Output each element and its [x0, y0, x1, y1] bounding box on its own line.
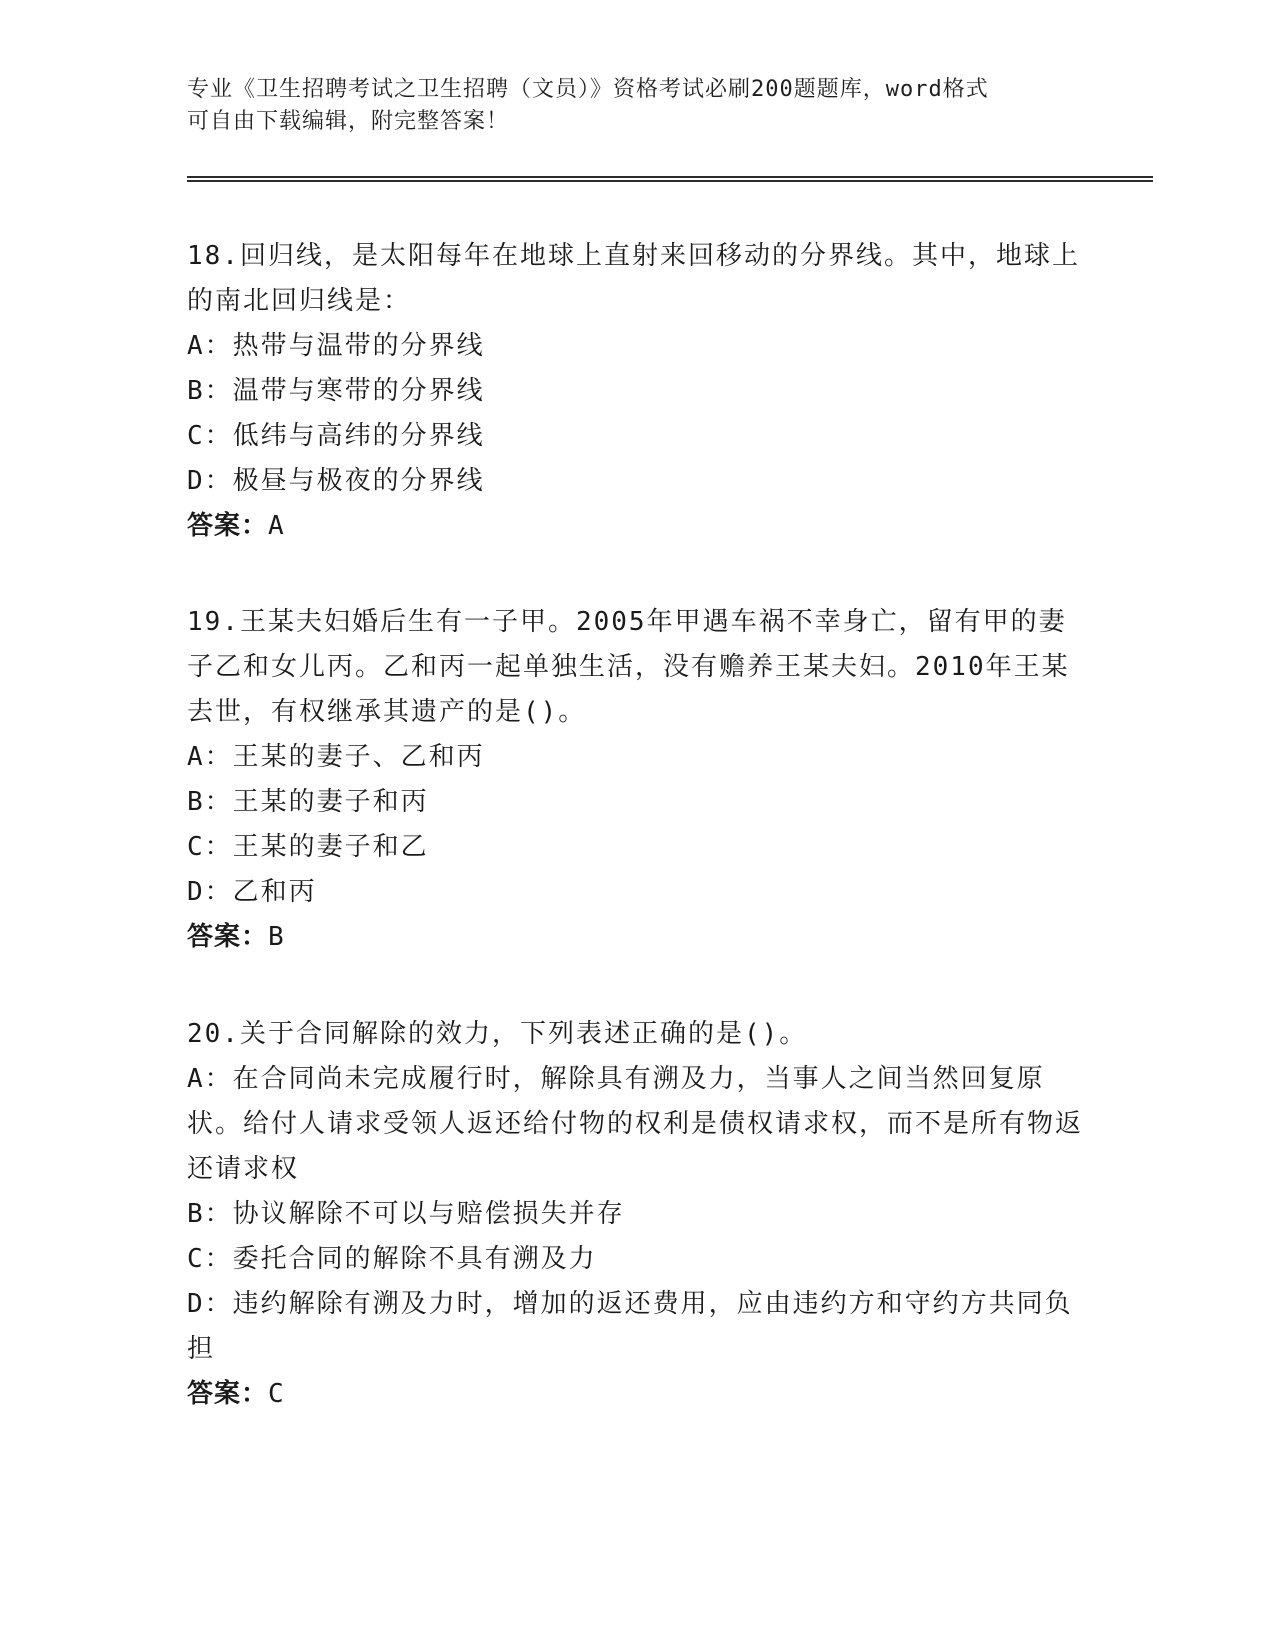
header-line-2: 可自由下载编辑，附完整答案！ [187, 109, 510, 134]
answer-label: 答案： [187, 922, 269, 952]
answer-value: A [268, 511, 285, 541]
question-18 [187, 234, 1087, 549]
option-a: A：王某的妻子、乙和丙 [187, 742, 485, 772]
option-b: B：温带与寒带的分界线 [187, 376, 485, 406]
answer-label: 答案： [187, 1379, 269, 1409]
answer-value: B [268, 922, 285, 952]
answer-line [187, 504, 1087, 549]
answer-line [187, 915, 1087, 960]
header-line-1: 专业《卫生招聘考试之卫生招聘（文员）》资格考试必刷200题题库，word格式 [187, 77, 989, 102]
question-19 [187, 600, 1087, 960]
document-header [187, 74, 1067, 138]
question-stem: 18.回归线，是太阳每年在地球上直射来回移动的分界线。其中，地球上的南北回归线是： [187, 241, 1080, 316]
option-d: D：违约解除有溯及力时，增加的返还费用，应由违约方和守约方共同负担 [187, 1289, 1073, 1364]
answer-label: 答案： [187, 511, 269, 541]
option-a: A：在合同尚未完成履行时，解除具有溯及力，当事人之间当然回复原状。给付人请求受领人返还给付物的权利是债权请求权，而不是所有物返还请求权 [187, 1064, 1084, 1184]
question-stem: 20.关于合同解除的效力，下列表述正确的是()。 [187, 1019, 808, 1049]
question-20 [187, 1012, 1087, 1417]
option-c: C：低纬与高纬的分界线 [187, 421, 485, 451]
answer-line [187, 1372, 1087, 1417]
header-double-rule [187, 176, 1153, 182]
option-d: D：极昼与极夜的分界线 [187, 466, 485, 496]
answer-value: C [268, 1379, 285, 1409]
option-c: C：委托合同的解除不具有溯及力 [187, 1244, 597, 1274]
option-b: B：协议解除不可以与赔偿损失并存 [187, 1199, 625, 1229]
option-b: B：王某的妻子和丙 [187, 787, 429, 817]
option-c: C：王某的妻子和乙 [187, 832, 429, 862]
question-stem: 19.王某夫妇婚后生有一子甲。2005年甲遇车祸不幸身亡，留有甲的妻子乙和女儿丙。乙和丙一起单独生活，没有赡养王某夫妇。2010年王某去世，有权继承其遗产的是()。 [187, 607, 1070, 727]
option-a: A：热带与温带的分界线 [187, 331, 485, 361]
option-d: D：乙和丙 [187, 877, 317, 907]
